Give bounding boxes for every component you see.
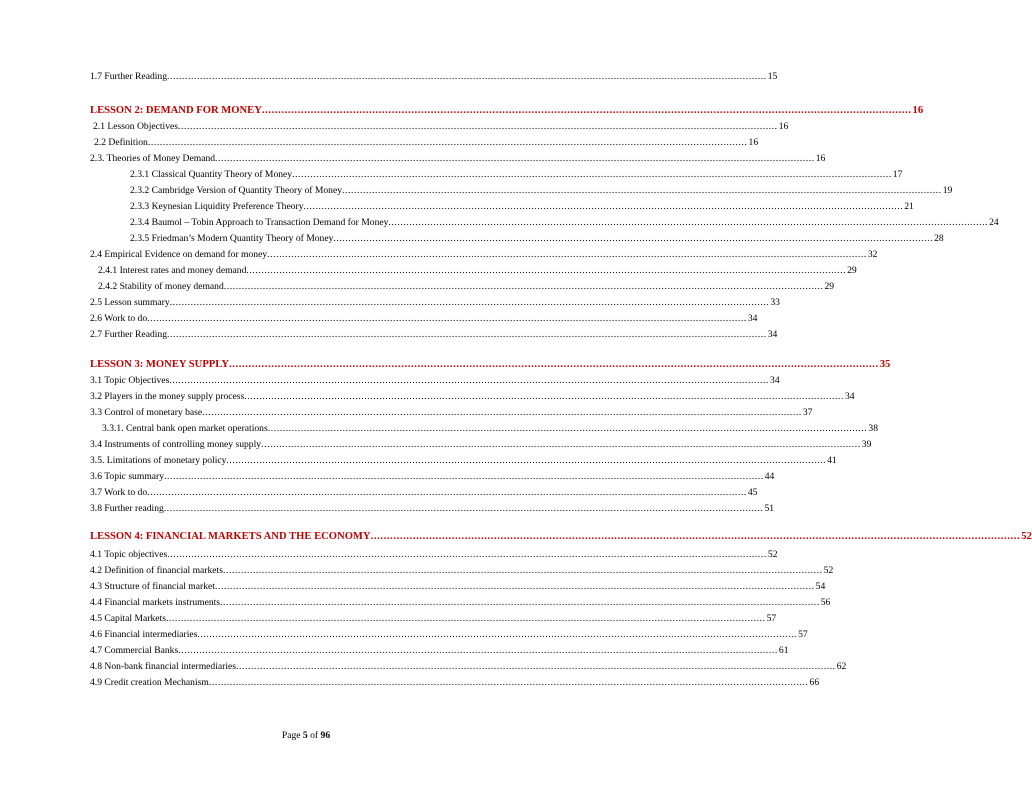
- toc-entry-label: 2.4.1 Interest rates and money demand: [98, 265, 247, 276]
- toc-entry-label: 2.3.2 Cambridge Version of Quantity Theory of Money: [130, 185, 343, 196]
- toc-leader-dots: ........................................................................................................................................................................................................: [147, 313, 747, 324]
- toc-leader-dots: ........................................................................................................................................................................................................: [202, 407, 802, 418]
- toc-entry-label: 4.6 Financial intermediaries: [90, 629, 198, 640]
- toc-leader-dots: ........................................................................................................................................................................................................: [147, 137, 748, 148]
- toc-entry-label: 3.6 Topic summary: [90, 471, 165, 482]
- toc-leader-dots: ........................................................................................................................................................................................................: [244, 391, 844, 402]
- toc-entry-label: 2.4.2 Stability of money demand: [98, 281, 224, 292]
- toc-entry-label: 2.3. Theories of Money Demand: [90, 153, 216, 164]
- toc-entry-3-5[interactable]: [90, 454, 837, 468]
- toc-page-number: 52: [1021, 531, 1032, 542]
- toc-entry-2-4-1[interactable]: [98, 264, 857, 278]
- toc-entry-2-3-2[interactable]: [130, 184, 953, 198]
- toc-entry-label: 2.3.5 Friedman’s Modern Quantity Theory of Money: [130, 233, 334, 244]
- toc-page-number: 28: [934, 233, 944, 244]
- toc-entry-3-1[interactable]: [90, 374, 780, 388]
- toc-leader-dots: ........................................................................................................................................................................................................: [222, 565, 823, 576]
- toc-entry-label: 2.1 Lesson Objectives: [93, 121, 178, 132]
- toc-page-number: 62: [836, 661, 847, 672]
- toc-leader-dots: ........................................................................................................................................................................................................: [197, 629, 798, 640]
- toc-entry-label: 4.9 Credit creation Mechanism: [90, 677, 209, 688]
- toc-entry-label: 2.2 Definition: [94, 137, 148, 148]
- toc-entry-4-9[interactable]: [90, 676, 820, 690]
- toc-heading-label: LESSON 3: MONEY SUPPLY: [90, 359, 230, 370]
- toc-heading-lesson-4[interactable]: [90, 530, 1032, 544]
- toc-heading-lesson-2[interactable]: [90, 104, 924, 118]
- toc-page-number: 16: [748, 137, 759, 148]
- toc-entry-label: 3.7 Work to do: [90, 487, 148, 498]
- toc-leader-dots: ........................................................................................................................................................................................................: [167, 549, 767, 560]
- toc-leader-dots: ........................................................................................................................................................................................................: [229, 359, 879, 370]
- toc-leader-dots: ........................................................................................................................................................................................................: [215, 153, 815, 164]
- toc-entry-label: 4.8 Non-bank financial intermediaries: [90, 661, 236, 672]
- toc-page-number: 66: [809, 677, 820, 688]
- footer-prefix: Page: [281, 730, 301, 741]
- toc-page-number: 61: [778, 645, 789, 656]
- toc-leader-dots: ........................................................................................................................................................................................................: [370, 531, 1021, 542]
- toc-entry-2-3-4[interactable]: [130, 216, 999, 230]
- toc-entry-2-2[interactable]: [94, 136, 759, 150]
- toc-page-number: 15: [767, 71, 778, 82]
- toc-entry-3-2[interactable]: [90, 390, 855, 404]
- toc-entry-label: 3.1 Topic Objectives: [90, 375, 170, 386]
- toc-entry-4-5[interactable]: [90, 612, 777, 626]
- toc-page-number: 29: [824, 281, 835, 292]
- toc-leader-dots: ........................................................................................................................................................................................................: [178, 645, 778, 656]
- toc-leader-dots: ........................................................................................................................................................................................................: [236, 661, 836, 672]
- toc-page-number: 38: [868, 423, 878, 434]
- toc-entry-2-7[interactable]: [90, 328, 778, 342]
- toc-entry-label: 3.4 Instruments of controlling money supply: [90, 439, 262, 450]
- toc-page-number: 16: [912, 105, 924, 116]
- toc-entry-2-3-3[interactable]: [130, 200, 914, 214]
- toc-leader-dots: ........................................................................................................................................................................................................: [292, 169, 892, 180]
- toc-heading-label: LESSON 4: FINANCIAL MARKETS AND THE ECONOMY: [90, 531, 371, 542]
- toc-entry-4-4[interactable]: [90, 596, 831, 610]
- toc-leader-dots: ........................................................................................................................................................................................................: [167, 71, 767, 82]
- toc-page-number: 32: [867, 249, 878, 260]
- toc-entry-3-4[interactable]: [90, 438, 872, 452]
- toc-page-number: 16: [815, 153, 826, 164]
- toc-leader-dots: ........................................................................................................................................................................................................: [208, 677, 809, 688]
- toc-leader-dots: ........................................................................................................................................................................................................: [388, 217, 989, 228]
- toc-entry-label: 4.1 Topic objectives: [90, 549, 168, 560]
- toc-entry-label: 2.3.4 Baumol – Tobin Approach to Transaction Demand for Money: [130, 217, 389, 228]
- toc-entry-label: 3.3.1. Central bank open market operations: [102, 423, 268, 434]
- toc-entry-2-3-5[interactable]: [130, 232, 944, 246]
- toc-page-number: 16: [778, 121, 789, 132]
- toc-entry-label: 3.2 Players in the money supply process: [90, 391, 245, 402]
- toc-page-number: 19: [942, 185, 953, 196]
- toc-leader-dots: ........................................................................................................................................................................................................: [226, 455, 827, 466]
- toc-entry-2-1[interactable]: [93, 120, 789, 134]
- toc-leader-dots: ........................................................................................................................................................................................................: [164, 471, 764, 482]
- toc-page-number: 56: [820, 597, 831, 608]
- toc-page-number: 51: [764, 503, 775, 514]
- toc-page-number: 33: [770, 297, 780, 308]
- toc-entry-1-7[interactable]: [90, 70, 778, 84]
- toc-entry-label: 3.3 Control of monetary base: [90, 407, 203, 418]
- toc-leader-dots: ........................................................................................................................................................................................................: [267, 249, 867, 260]
- toc-leader-dots: ........................................................................................................................................................................................................: [303, 201, 904, 212]
- toc-entry-2-5[interactable]: [90, 296, 780, 310]
- toc-entry-label: 3.8 Further reading: [90, 503, 164, 514]
- toc-entry-3-7[interactable]: [90, 486, 758, 500]
- toc-page-number: 17: [892, 169, 903, 180]
- toc-entry-label: 2.6 Work to do: [90, 313, 148, 324]
- toc-entry-2-3-1[interactable]: [130, 168, 903, 182]
- toc-page-number: 34: [747, 313, 758, 324]
- toc-page-number: 37: [802, 407, 813, 418]
- toc-leader-dots: ........................................................................................................................................................................................................: [163, 503, 764, 514]
- toc-page-number: 45: [747, 487, 758, 498]
- toc-entry-3-6[interactable]: [90, 470, 775, 484]
- toc-page-number: 57: [798, 629, 808, 640]
- toc-leader-dots: ........................................................................................................................................................................................................: [223, 281, 824, 292]
- toc-leader-dots: ........................................................................................................................................................................................................: [147, 487, 747, 498]
- toc-leader-dots: ........................................................................................................................................................................................................: [342, 185, 942, 196]
- toc-entry-label: 3.5. Limitations of monetary policy: [90, 455, 227, 466]
- toc-entry-label: 4.7 Commercial Banks: [90, 645, 179, 656]
- toc-leader-dots: ........................................................................................................................................................................................................: [261, 105, 912, 116]
- current-page-number: 5: [302, 730, 308, 741]
- toc-entry-label: 4.5 Capital Markets: [90, 613, 166, 624]
- toc-page-number: 24: [989, 217, 999, 228]
- toc-page-number: 44: [764, 471, 775, 482]
- toc-page-number: 34: [844, 391, 855, 402]
- toc-entry-4-1[interactable]: [90, 548, 778, 562]
- toc-page-number: 57: [766, 613, 777, 624]
- toc-leader-dots: ........................................................................................................................................................................................................: [169, 297, 770, 308]
- toc-entry-2-3[interactable]: [90, 152, 826, 166]
- toc-entry-4-8[interactable]: [90, 660, 847, 674]
- toc-entry-label: 2.3.1 Classical Quantity Theory of Money: [130, 169, 293, 180]
- toc-entry-label: 2.7 Further Reading: [90, 329, 168, 340]
- toc-leader-dots: ........................................................................................................................................................................................................: [333, 233, 934, 244]
- toc-page-number: 29: [847, 265, 857, 276]
- toc-page-number: 35: [879, 359, 891, 370]
- toc-page-number: 21: [904, 201, 914, 212]
- total-pages: 96: [320, 730, 331, 741]
- toc-entry-label: 4.4 Financial markets instruments: [90, 597, 221, 608]
- toc-entry-4-2[interactable]: [90, 564, 834, 578]
- toc-entry-3-3-1[interactable]: [102, 422, 878, 436]
- footer-of: of: [310, 730, 319, 741]
- toc-leader-dots: ........................................................................................................................................................................................................: [165, 613, 766, 624]
- toc-leader-dots: ........................................................................................................................................................................................................: [169, 375, 770, 386]
- toc-entry-label: 4.2 Definition of financial markets: [90, 565, 223, 576]
- toc-entry-4-6[interactable]: [90, 628, 808, 642]
- toc-leader-dots: ........................................................................................................................................................................................................: [167, 329, 767, 340]
- toc-page-number: 54: [815, 581, 826, 592]
- toc-page-number: 39: [861, 439, 872, 450]
- toc-leader-dots: ........................................................................................................................................................................................................: [246, 265, 847, 276]
- toc-leader-dots: ........................................................................................................................................................................................................: [178, 121, 778, 132]
- toc-entry-label: 2.4 Empirical Evidence on demand for money: [90, 249, 268, 260]
- toc-entry-label: 2.3.3 Keynesian Liquidity Preference Theory: [130, 201, 304, 212]
- toc-entry-label: 2.5 Lesson summary: [90, 297, 170, 308]
- toc-leader-dots: ........................................................................................................................................................................................................: [267, 423, 868, 434]
- toc-page-number: 34: [767, 329, 778, 340]
- toc-entry-label: 1.7 Further Reading: [90, 71, 168, 82]
- toc-leader-dots: ........................................................................................................................................................................................................: [214, 581, 815, 592]
- toc-page-number: 52: [823, 565, 834, 576]
- toc-entry-4-7[interactable]: [90, 644, 789, 658]
- toc-entry-3-8[interactable]: [90, 502, 775, 516]
- toc-entry-label: 4.3 Structure of financial market: [90, 581, 215, 592]
- toc-entry-4-3[interactable]: [90, 580, 826, 594]
- toc-heading-lesson-3[interactable]: [90, 358, 891, 372]
- toc-leader-dots: ........................................................................................................................................................................................................: [261, 439, 861, 450]
- page-footer: [0, 730, 612, 741]
- toc-entry-2-6[interactable]: [90, 312, 758, 326]
- toc-entry-3-3[interactable]: [90, 406, 813, 420]
- toc-entry-2-4-2[interactable]: [98, 280, 835, 294]
- toc-page-number: 41: [827, 455, 837, 466]
- toc-page-number: 52: [767, 549, 778, 560]
- toc-entry-2-4[interactable]: [90, 248, 878, 262]
- toc-leader-dots: ........................................................................................................................................................................................................: [220, 597, 820, 608]
- toc-heading-label: LESSON 2: DEMAND FOR MONEY: [90, 105, 262, 116]
- toc-page-number: 34: [770, 375, 780, 386]
